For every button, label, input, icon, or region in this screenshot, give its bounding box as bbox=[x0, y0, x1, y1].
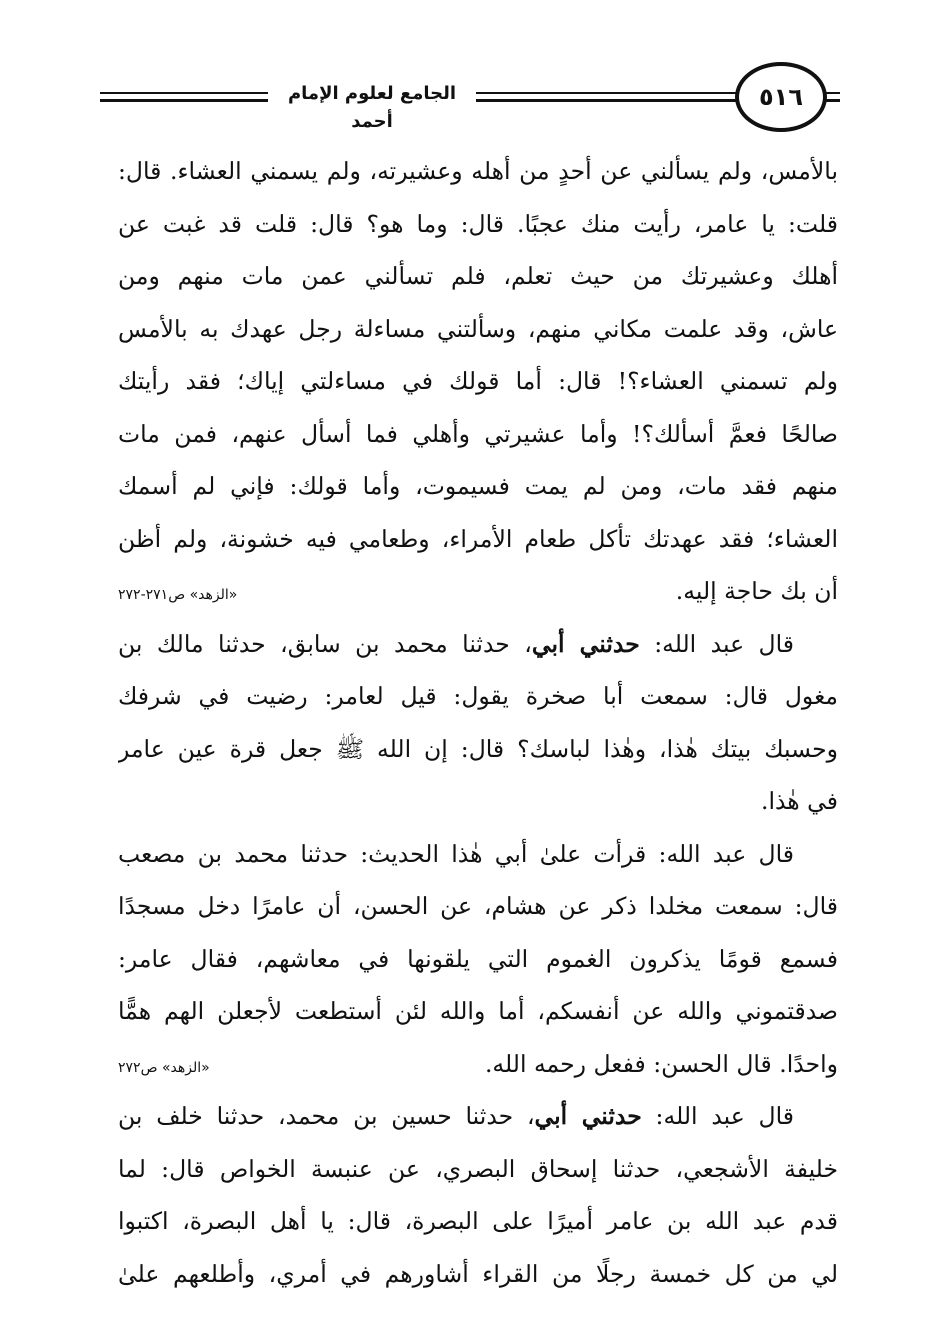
header-rule bbox=[474, 92, 736, 94]
narrator-lead: قال عبد الله: bbox=[639, 629, 795, 658]
text-line-rest: ، حدثنا محمد بن سابق، حدثنا مالك بن bbox=[118, 629, 532, 658]
narration-bold: حدثني أبي bbox=[534, 1102, 642, 1130]
text-line-with-source bbox=[118, 565, 838, 618]
text-line bbox=[118, 618, 838, 671]
source-citation: «الزهد» ص٢٧١-٢٧٢ bbox=[118, 587, 238, 603]
text-line: قال: سمعت مخلدا ذكر عن هشام، عن الحسن، أن عامرًا دخل مسجدًا bbox=[118, 892, 838, 920]
text-line: قدم عبد الله بن عامر أميرًا على البصرة، قال: يا أهل البصرة، اكتبوا bbox=[118, 1207, 838, 1235]
text-line: صدقتموني والله عن أنفسكم، أما والله لئن أستطعت لأجعلن الهم همًّا bbox=[118, 997, 838, 1025]
text-line-with-source bbox=[118, 1038, 838, 1091]
text-line: قال عبد الله: قرأت علىٰ أبي هٰذا الحديث: حدثنا محمد بن مصعب bbox=[118, 839, 794, 868]
page-number: ٥١٦ bbox=[735, 62, 827, 132]
text-line: وحسبك بيتك هٰذا، وهٰذا لباسك؟ قال: إن الله ﷺ جعل قرة عين عامر bbox=[118, 734, 838, 763]
page-body bbox=[118, 145, 838, 1300]
narrator-lead: قال عبد الله: bbox=[641, 1102, 795, 1130]
text-line: قلت: يا عامر، رأيت منك عجبًا. قال: وما هو؟ قال: قلت قد غبت عن bbox=[118, 209, 838, 238]
text-line: فسمع قومًا يذكرون الغموم التي يلقونها في معاشهم، فقال عامر: bbox=[118, 944, 838, 973]
text-line: منهم فقد مات، ومن لم يمت فسيموت، وأما قولك: فإني لم أسمك bbox=[118, 472, 838, 500]
text-line: واحدًا. قال الحسن: ففعل رحمه الله. bbox=[484, 1049, 838, 1078]
text-line: بالأمس، ولم يسألني عن أحدٍ من أهله وعشيرته، ولم يسمني العشاء. قال: bbox=[118, 157, 838, 185]
text-line: خليفة الأشجعي، حدثنا إسحاق البصري، عن عنبسة الخواص قال: لما bbox=[118, 1154, 838, 1183]
text-line: أن بك حاجة إليه. bbox=[675, 577, 838, 605]
text-line: عاش، وقد علمت مكاني منهم، وسألتني مساءلة رجل عهدك به بالأمس bbox=[118, 314, 838, 343]
text-line: مغول قال: سمعت أبا صخرة يقول: قيل لعامر: رضيت في شرفك bbox=[118, 682, 838, 710]
text-line: أهلك وعشيرتك من حيث تعلم، فلم تسألني عمن مات منهم ومن bbox=[118, 262, 838, 290]
header-rule bbox=[826, 92, 840, 94]
text-line: لي من كل خمسة رجلًا من القراء أشاورهم في أمري، وأطلعهم علىٰ bbox=[118, 1259, 838, 1288]
page-header bbox=[100, 62, 840, 142]
header-rule bbox=[100, 99, 270, 102]
text-line: في هٰذا. bbox=[760, 787, 838, 815]
text-line: العشاء؛ فقد عهدتك تأكل طعام الأمراء، وطعامي فيه خشونة، ولم أظن bbox=[118, 524, 838, 553]
book-title: الجامع لعلوم الإمام أحمد bbox=[268, 80, 476, 136]
source-citation: «الزهد» ص٢٧٢ bbox=[118, 1059, 210, 1076]
header-rule bbox=[474, 99, 736, 102]
text-line-rest: ، حدثنا حسين بن محمد، حدثنا خلف بن bbox=[118, 1102, 535, 1130]
header-rule bbox=[826, 99, 840, 102]
text-line: ولم تسمني العشاء؟! قال: أما قولك في مساءلتي إياك؛ فقد رأيتك bbox=[118, 367, 838, 395]
text-line: صالحًا فعمَّ أسألك؟! وأما عشيرتي وأهلي فما أسأل عنهم، فمن مات bbox=[118, 419, 838, 448]
text-line bbox=[118, 1090, 838, 1143]
header-rule bbox=[100, 92, 270, 94]
narration-bold: حدثني أبي bbox=[531, 629, 640, 658]
